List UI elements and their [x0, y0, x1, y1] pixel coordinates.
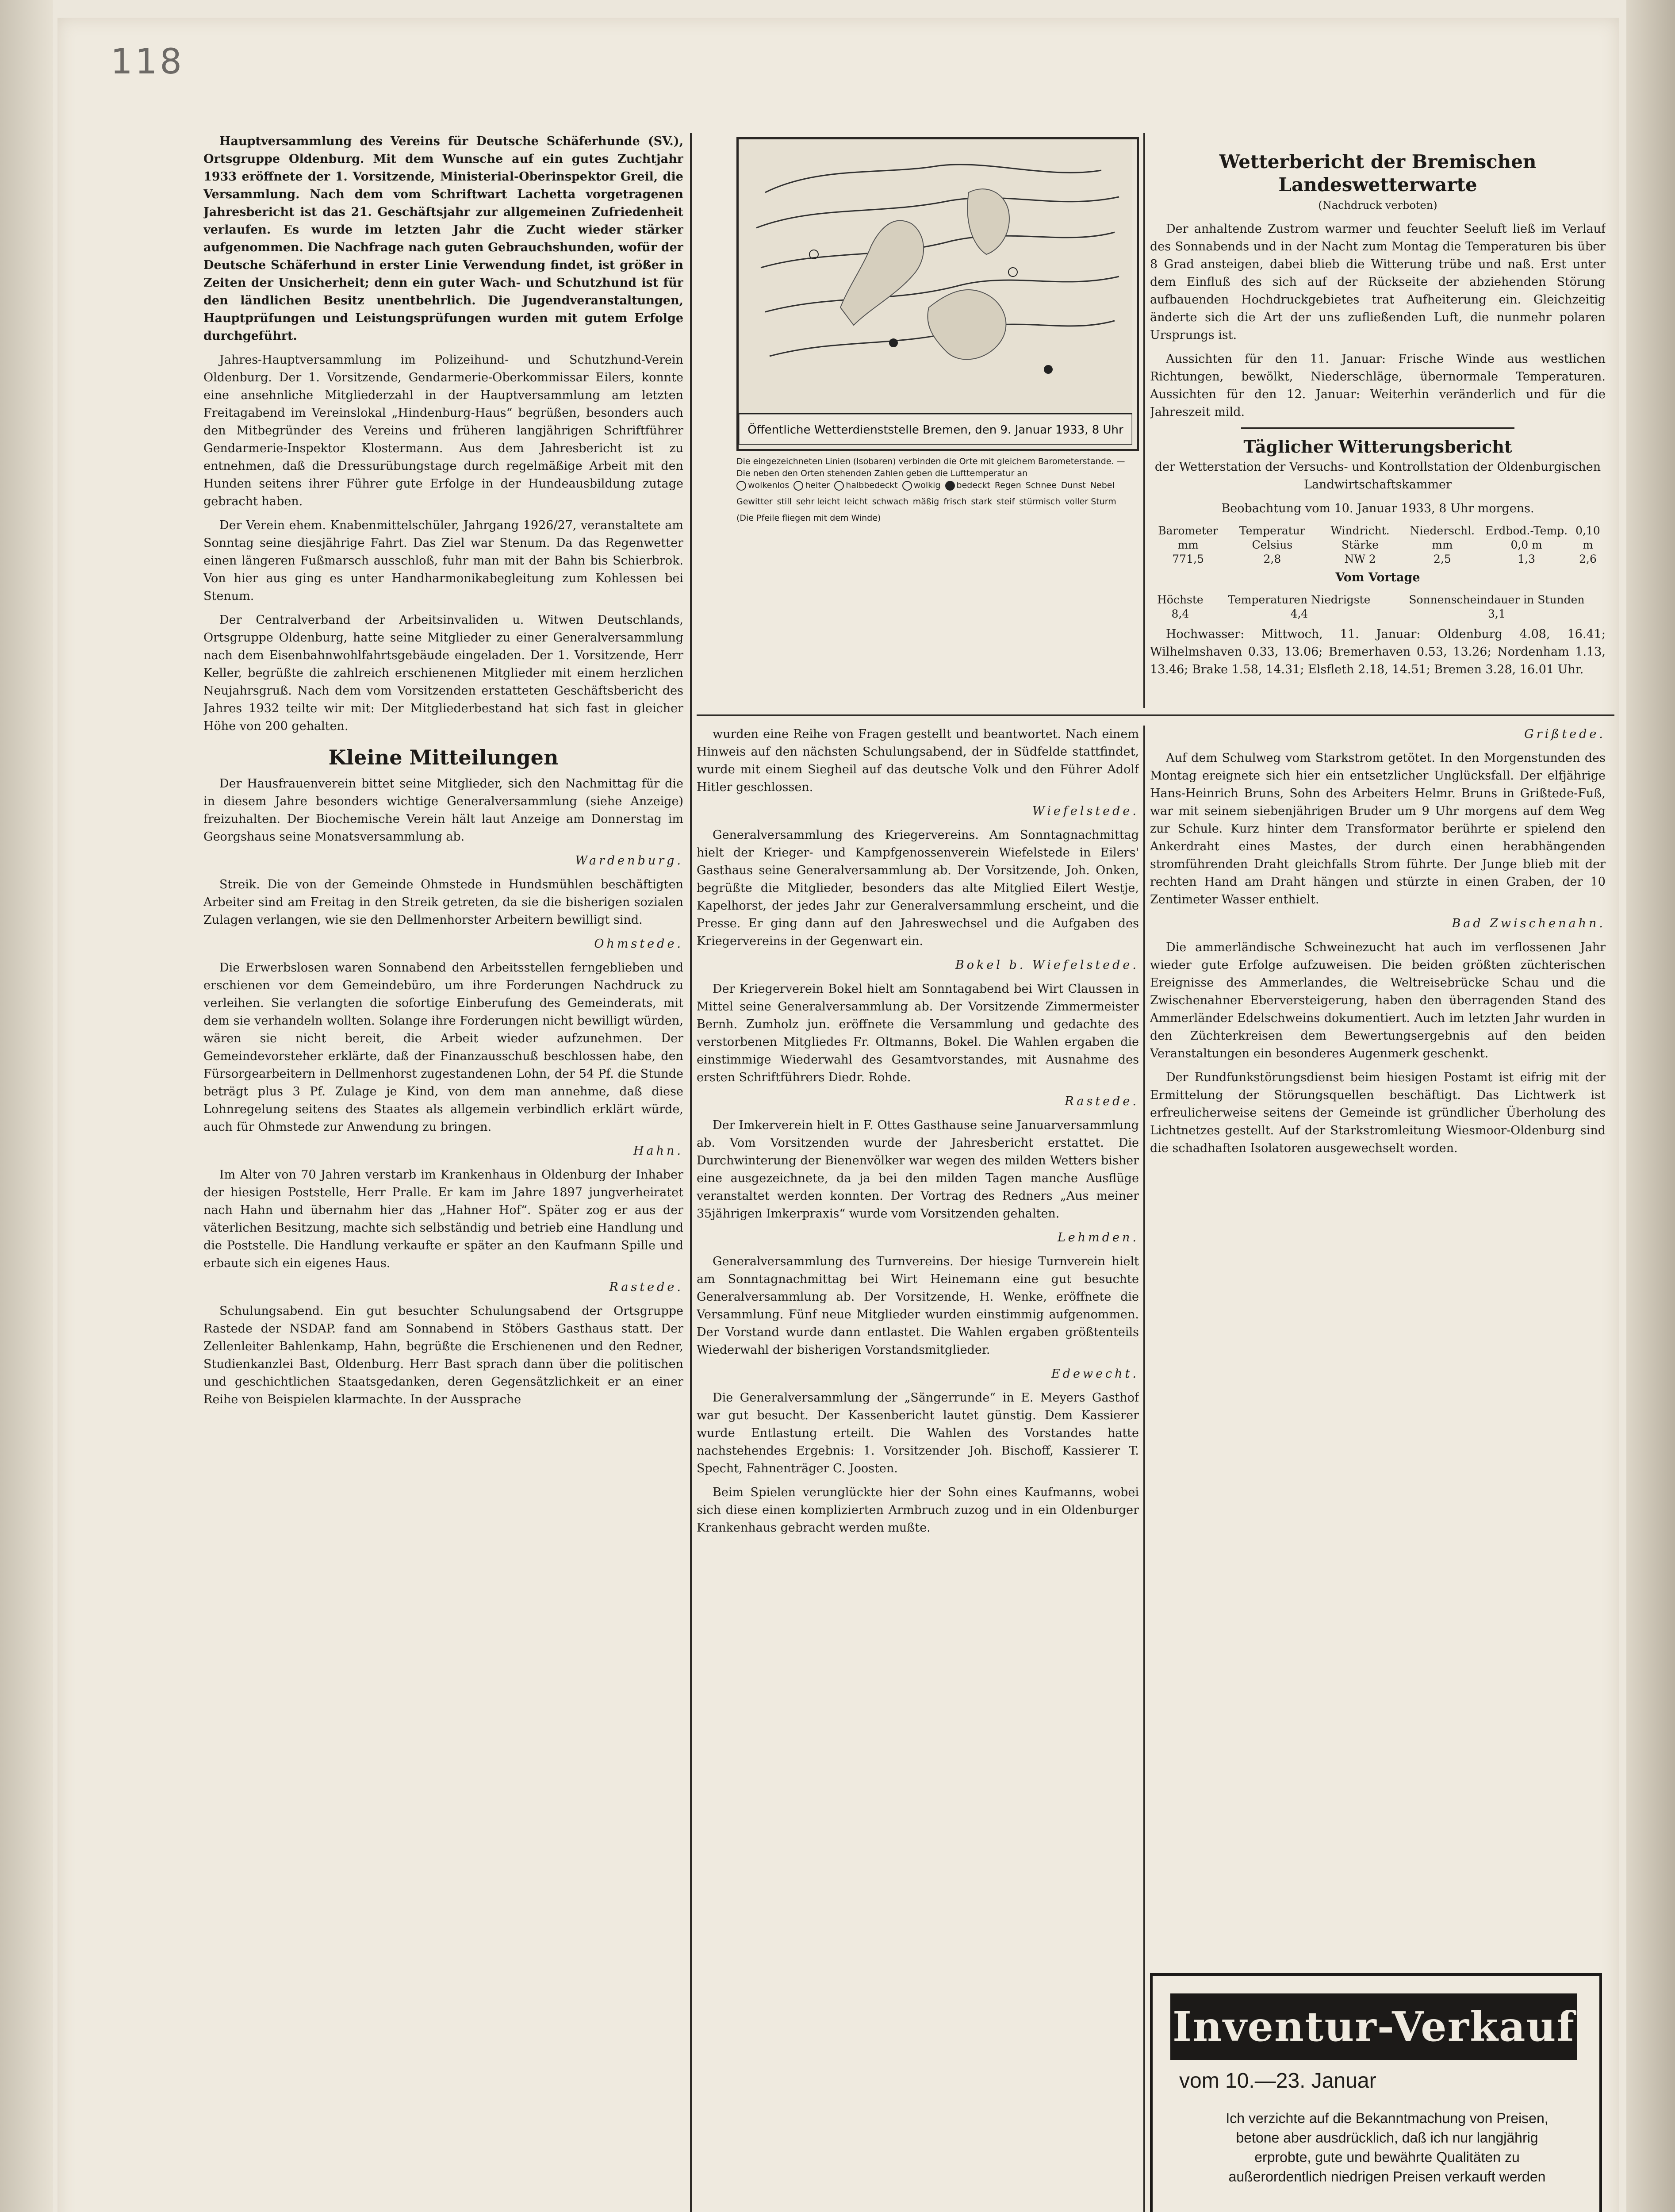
middle-column	[697, 726, 1139, 2212]
daily-report-observation: Beobachtung vom 10. Januar 1933, 8 Uhr morgens.	[1221, 502, 1534, 515]
table-cell: 1,3	[1518, 553, 1536, 565]
article-imkerverein: Der Imkerverein hielt in F. Ottes Gasthause seine Januarversammlung ab. Vom Vorsitzenden wurde der Jahresbericht erstattet. Die Durchwinterung der Bienenvölker war wegen des milden Wetters bisher eine ausgezeichnete, da ja bei den milden Tagen manche Ausflüge veranstaltet werden konnten. Der Vortrag des Redners „Aus meiner 35jährigen Imkerpraxis“ wurde vom Vorsitzenden gehalten.	[697, 1118, 1139, 1221]
table-cell: 2,6	[1579, 553, 1597, 565]
ad-text: Ich verzichte auf die Bekanntmachung von Preisen, betone aber ausdrücklich, daß ich nur langjährig erprobte, gute und bewährte Qualitäten zu außerordentlich niedrigen Preisen verkauft werden	[1226, 2110, 1549, 2185]
article-centralverband: Der Centralverband der Arbeitsinvaliden u. Witwen Deutschlands, Ortsgruppe Oldenburg, hatte seine Mitglieder zu einer Generalversammlung nach dem Eisenbahnwohlfahrtsgebäude eingeladen. Der 1. Vorsitzende, Herr Keller, begrüßte die zahlreich erschienenen Mitglieder mit einem herzlichen Neujahrsgruß. Nach dem vom Vorsitzenden erstatteten Geschäftsbericht des Jahres 1932 teilte wir mit: Der Mitgliederbestand hat sich fast in gleicher Höhe von 200 gehalten.	[203, 613, 683, 733]
legend-item: heiter	[793, 480, 830, 492]
article-polizeihund: Jahres-Hauptversammlung im Polizeihund- und Schutzhund-Verein Oldenburg. Der 1. Vorsitzende, Gendarmerie-Oberkommissar Eilers, konnte eine ansehnliche Mitgliederzahl in der Hauptversammlung am letzten Freitagabend im Vereinslokal „Hindenburg-Haus“ begrüßen, besonders auch den Mitbegründer des Vereins und früheren langjährigen Schriftführer Gendarmerie-Inspektor Klostermann. Aus dem Jahresbericht ist zu entnehmen, daß die Dressurübungstage durch regelmäßige Arbeit mit den Hunden seitens ihrer Führer gute Erfolge in der Hundeausbildung zutage gebracht haben.	[203, 353, 683, 508]
ad-banner: Inventur-Verkauf	[1170, 1993, 1577, 2060]
legend-item: (Die Pfeile fliegen mit dem Winde)	[736, 513, 881, 523]
place-wardenburg: Wardenburg.	[575, 854, 683, 868]
daily-report-table	[1150, 524, 1606, 566]
table-cell: 2,8	[1263, 553, 1281, 565]
place-edewecht: Edewecht.	[1051, 1367, 1139, 1381]
page-number: 118	[111, 42, 184, 82]
hochwasser-text: Hochwasser: Mittwoch, 11. Januar: Oldenburg 4.08, 16.41; Wilhelmshaven 0.33, 13.06; Bremerhaven 0.53, 13.26; Nordenham 1.13, 13.46; Brake 1.58, 14.31; Elsfleth 2.18, 14.51; Bremen 3.28, 16.01 Uhr.	[1150, 627, 1606, 676]
table-cell: 8,4	[1171, 607, 1189, 620]
place-rastede: Rastede.	[609, 1280, 683, 1294]
table-header: Sonnenscheindauer in Stunden	[1409, 593, 1585, 606]
table-header: Temperaturen Niedrigste	[1228, 593, 1371, 606]
column-rule-1	[690, 133, 692, 2212]
table-header: Windricht. Stärke	[1330, 524, 1390, 551]
table-header-row	[1150, 524, 1606, 552]
legend-item: voller Sturm	[1065, 497, 1116, 507]
legend-item: Nebel	[1090, 480, 1115, 490]
legend-item: Gewitter	[736, 497, 773, 507]
weather-report-subtitle: (Nachdruck verboten)	[1318, 199, 1437, 211]
legend-item: Regen	[994, 480, 1021, 490]
right-column	[1150, 726, 1606, 1964]
divider	[1241, 427, 1514, 429]
place-ohmstede: Ohmstede.	[594, 937, 683, 951]
daily-report-subtitle: der Wetterstation der Versuchs- und Kontrollstation der Oldenburgischen Landwirtschaftskammer	[1154, 460, 1601, 492]
article-rundfunk: Der Rundfunkstörungsdienst beim hiesigen Postamt ist eifrig mit der Ermittelung der Störungsquellen beschäftigt. Das Lichtwerk ist erfreulicherweise seitens der Gemeinde ist gründlicher Überholung des Lichtnetzes gestellt. Auf der Starkstromleitung Wiesmoor-Oldenburg sind die schadhaften Isolatoren ausgewechselt worden.	[1150, 1071, 1606, 1155]
article-ohmstede: Die Erwerbslosen waren Sonnabend den Arbeitsstellen ferngeblieben und erschienen vor dem Gemeindebüro, um ihre Forderungen Nachdruck zu verleihen. Sie verlangten die sofortige Einberufung des Gemeinderats, mit dem sie verhandeln wollten. Solange ihre Forderungen nicht bewilligt würden, wären sie nicht bereit, die Arbeit wieder aufzunehmen. Der Gemeindevorsteher erklärte, daß der Finanzausschuß beschlossen habe, den Fürsorgearbeitern in Dellmenhorst zugestandenen Lohn, der 54 Pf. die Stunde beträgt plus 3 Pf. Zulage je Kind, von dem man annehme, daß diese Lohnregelung seitens des Staates als allgemein verbindlich erklärt würde, auch für Ohmstede zur Anwendung zu bringen.	[203, 961, 683, 1134]
table-cell: 771,5	[1172, 553, 1204, 565]
weather-report-outlook: Aussichten für den 11. Januar: Frische Winde aus westlichen Richtungen, bewölkt, Niederschläge, übernormale Temperaturen. Aussichten für den 12. Januar: Weiterhin veränderlich und für die Jahreszeit mild.	[1150, 352, 1606, 419]
weather-map-title: Öffentliche Wetterdienststelle Bremen, den 9. Januar 1933, 8 Uhr	[747, 423, 1123, 437]
table-header: Erdbod.-Temp. 0,0 m	[1485, 524, 1568, 551]
legend-symbol-icon	[736, 481, 746, 491]
article-rastede-schulung: Schulungsabend. Ein gut besuchter Schulungsabend der Ortsgruppe Rastede der NSDAP. fand am Sonnabend in Stöbers Gasthaus statt. Der Zellenleiter Bahlenkamp, Hahn, begrüßte die Erschienenen und den Redner, Studienkanzlei Bast, Oldenburg. Herr Bast sprach dann über die politischen und geschichtlichen Staatsgedanken, deren Gegensätzlichkeit er an einer Reihe von Beispielen klarmachte. In der Aussprache	[203, 1304, 683, 1406]
weather-report-title: Wetterbericht der Bremischen Landeswetterwarte	[1219, 151, 1537, 196]
article-schulung-end: wurden eine Reihe von Fragen gestellt und beantwortet. Nach einem Hinweis auf den nächsten Schulungsabend, der in Südfelde stattfindet, wurde mit einem Siegheil auf das deutsche Volk und den Führer Adolf Hitler geschlossen.	[697, 727, 1139, 794]
article-saengerrunde: Die Generalversammlung der „Sängerrunde“ in E. Meyers Gasthof war gut besucht. Der Kassenbericht lautet günstig. Dem Kassierer wurde Entlastung erteilt. Die Wahlen des Vorstandes hatte nachstehendes Ergebnis: 1. Vorsitzender Joh. Bischoff, Kassierer T. Specht, Fahnenträger C. Joosten.	[697, 1391, 1139, 1475]
ad-dates: vom 10.—23. Januar	[1179, 2069, 1376, 2093]
article-schweinezucht: Die ammerländische Schweinezucht hat auch im verflossenen Jahr wieder gute Erfolge aufzuweisen. Die beiden größten züchterischen Ereignisse des Ammerlandes, die Weltreisebrücke Schau und die Zwischenahner Eberversteigerung, haben den überragenden Stand des Ammerländer Edelschweins dokumentiert. Auch im letzten Jahr wurden in den Züchterkreisen dem Bewertungsergebnis auf den beiden Veranstaltungen ein besonderes Augenmerk geschenkt.	[1150, 941, 1606, 1060]
legend-item: halbbedeckt	[834, 480, 897, 492]
table-cell: 4,4	[1290, 607, 1308, 620]
legend-item: wolkig	[902, 480, 941, 492]
legend-item: mäßig	[912, 497, 939, 507]
column-rule-2	[1143, 133, 1145, 708]
article-kriegerverein-wiefelstede: Generalversammlung des Kriegervereins. Am Sonntagnachmittag hielt der Krieger- und Kampfgenossenverein Wiefelstede in Eilers' Gasthaus seine Generalversammlung ab. Der Vorsitzende, Joh. Onken, begrüßte die Mitglieder, besonders das alte Mitglied Eilert Westje, Kapelhorst, der jedes Jahr zur Generalversammlung erscheint, und die Presse. Er ging dann auf den Jahreswechsel und die Aufgaben des Kriegervereins in der Gegenwart ein.	[697, 828, 1139, 948]
table-header-row	[1150, 593, 1606, 607]
article-schaeferhunde: Hauptversammlung des Vereins für Deutsche Schäferhunde (SV.), Ortsgruppe Oldenburg. Mit dem Wunsche auf ein gutes Zuchtjahr 1933 eröffnete der 1. Vorsitzende, Ministerial-Oberinspektor Greil, die Versammlung. Nach dem vom Schriftwart Lachetta vorgetragenen Jahresbericht ist das 21. Geschäftsjahr zur allgemeinen Zufriedenheit verlaufen. Es wurde im letzten Jahr die Zucht wieder stärker aufgenommen. Die Nachfrage nach guten Gebrauchshunden, wofür der Deutsche Schäferhund in erster Linie Verwendung findet, ist größer in Zeiten der Unsicherheit; denn ein guter Wach- und Schutzhund ist für den ländlichen Besitz unentbehrlich. Die Jugendveranstaltungen, Hauptprüfungen und Leistungsprüfungen wurden mit gutem Erfolge durchgeführt.	[203, 134, 683, 343]
kleine-mitteilungen-heading: Kleine Mitteilungen	[328, 745, 559, 769]
legend-item: leicht	[844, 497, 868, 507]
table-cell: NW 2	[1344, 553, 1376, 565]
weather-map	[736, 137, 1139, 451]
legend-symbol-icon	[793, 481, 803, 491]
page-binding	[0, 0, 53, 2212]
newspaper-page	[57, 18, 1619, 2212]
column-rule-3	[1143, 726, 1145, 2212]
place-rastede-2: Rastede.	[1065, 1094, 1139, 1108]
vortag-table	[1150, 593, 1606, 621]
legend-symbol-icon	[834, 481, 844, 491]
article-knabenmittelschueler: Der Verein ehem. Knabenmittelschüler, Jahrgang 1926/27, veranstaltete am Sonntag seine diesjährige Fahrt. Das Ziel war Stenum. Da das Regenwetter einen längeren Fußmarsch ausschloß, fuhr man mit der Bahn bis Schierbrok. Von hier aus ging es unter Handharmonikabegleitung zum Kohlessen bei Stenum.	[203, 518, 683, 603]
vortag-heading: Vom Vortage	[1335, 571, 1420, 584]
article-unfall: Beim Spielen verunglückte hier der Sohn eines Kaufmanns, wobei sich diese einen komplizierten Armbruch zuzog und in ein Oldenburger Krankenhaus gebracht werden mußte.	[697, 1486, 1139, 1535]
table-cell: 2,5	[1434, 553, 1451, 565]
table-row	[1150, 552, 1606, 566]
place-wiefelstede: Wiefelstede.	[1032, 804, 1139, 818]
article-kriegerverein-bokel: Der Kriegerverein Bokel hielt am Sonntagabend bei Wirt Claussen in Mittel seine Generalversammlung ab. Der Vorsitzende Zimmermeister Bernh. Zumholz jun. eröffnete die Versammlung und gedachte des verstorbenen Mitgliedes Fr. Oltmanns, Bokel. Die Wahlen ergaben die einstimmige Wiederwahl des Gesamtvorstandes, mit Ausnahme des ersten Schriftführers Diedr. Rohde.	[697, 982, 1139, 1084]
legend-item: stürmisch	[1019, 497, 1061, 507]
article-turnverein: Generalversammlung des Turnvereins. Der hiesige Turnverein hielt am Sonntagnachmittag bei Wirt Heinemann eine gut besuchte Generalversammlung ab. Der Vorsitzende, H. Wenke, eröffnete die Versammlung. Fünf neue Mitglieder wurden einstimmig aufgenommen. Der Vorstand wurde dann entlastet. Die Wahlen ergaben größtenteils Wiederwahl der bisherigen Vorstandsmitglieder.	[697, 1255, 1139, 1357]
table-cell: 3,1	[1488, 607, 1506, 620]
article-hahn: Im Alter von 70 Jahren verstarb im Krankenhaus in Oldenburg der Inhaber der hiesigen Poststelle, Herr Pralle. Er kam im Jahre 1897 jungverheiratet nach Hahn und übernahm hier das „Hahner Hof“. Später zog er aus der väterlichen Besitzung, machte sich selbständig und betrieb eine Handlung und die Poststelle. Die Handlung verkaufte er später an den Kaufmann Spille und erbaute sich ein eigenes Haus.	[203, 1168, 683, 1270]
place-bokel: Bokel b. Wiefelstede.	[955, 958, 1139, 972]
table-header: Temperatur Celsius	[1239, 524, 1305, 551]
table-header: Niederschl. mm	[1410, 524, 1475, 551]
legend-item: still	[777, 497, 792, 507]
weather-map-caption	[736, 456, 1139, 524]
legend-item: stark	[971, 497, 993, 507]
legend-symbol-icon	[945, 481, 955, 491]
table-header: 0,10 m	[1575, 524, 1600, 551]
page-edge	[1626, 0, 1675, 2212]
legend-item: schwach	[872, 497, 908, 507]
legend-item: wolkenlos	[736, 480, 789, 492]
legend-item: sehr leicht	[796, 497, 840, 507]
table-header: Barometer mm	[1158, 524, 1218, 551]
article-wardenburg: Streik. Die von der Gemeinde Ohmstede in Hundsmühlen beschäftigten Arbeiter sind am Freitag in den Streik getreten, da sie die bisherigen sozialen Zulagen verlangen, wie sie den Dellmenhorster Arbeitern bewilligt sind.	[203, 878, 683, 927]
weather-map-drawing	[739, 139, 1132, 445]
weather-report-text: Der anhaltende Zustrom warmer und feuchter Seeluft ließ im Verlauf des Sonnabends und in der Nacht zum Montag die Temperaturen bis über 8 Grad ansteigen, dabei blieb die Witterung trübe und naß. Erst unter dem Einfluß des sich auf der Rückseite der abziehenden Störung aufbauenden Hochdruckgebietes trat Aufheiterung ein. Gleichzeitig änderte sich die Art der uns zufließenden Luft, die nunmehr polaren Ursprungs ist.	[1150, 222, 1606, 342]
weather-report	[1150, 150, 1606, 708]
legend-item: bedeckt	[945, 480, 990, 492]
article-starkstrom: Auf dem Schulweg vom Starkstrom getötet. In den Morgenstunden des Montag ereignete sich hier ein entsetzlicher Unglücksfall. Der elfjährige Hans-Heinrich Bruns, Sohn des Arbeiters Helmr. Bruns in Grißtede-Fuß, war mit seinem siebenjährigen Bruder um 9 Uhr morgens auf dem Weg zur Schule. Kurz hinter dem Transformator berührte er spielend den Ankerdraht eines Mastes, der durch einen herabhängenden stromführenden Draht gleichfalls Strom führte. Der Junge blieb mit der rechten Hand am Draht hängen und stürzte in einen Graben, der 10 Zentimeter Wasser enthielt.	[1150, 751, 1606, 906]
legend-symbol-icon	[902, 481, 912, 491]
place-hahn: Hahn.	[633, 1144, 683, 1158]
table-header: Höchste	[1157, 593, 1204, 606]
legend-item: Schnee	[1025, 480, 1057, 490]
map-legend	[736, 480, 1139, 524]
place-bad-zwischenahn: Bad Zwischenahn.	[1452, 917, 1606, 930]
table-row	[1150, 607, 1606, 621]
legend-item: Dunst	[1061, 480, 1086, 490]
legend-item: steif	[997, 497, 1015, 507]
place-lehmden: Lehmden.	[1057, 1231, 1139, 1244]
advertisement	[1150, 1973, 1602, 2212]
map-caption-text: Die eingezeichneten Linien (Isobaren) verbinden die Orte mit gleichem Barometerstande. — Die neben den Orten stehenden Zahlen geben die Lufttemperatur an	[736, 457, 1125, 478]
daily-report-title: Täglicher Witterungsbericht	[1243, 437, 1512, 457]
kleine-mitteilungen-text: Der Hausfrauenverein bittet seine Mitglieder, sich den Nachmittag für die in diesem Jahre besonders wichtige Generalversammlung (siehe Anzeige) freizuhalten. Der Biochemische Verein hält laut Anzeige am Donnerstag im Georgshaus seine Monatsversammlung ab.	[203, 777, 683, 844]
place-grisstede: Grißtede.	[1524, 727, 1606, 741]
left-column	[203, 133, 683, 2212]
legend-item: frisch	[943, 497, 967, 507]
section-rule	[697, 714, 1614, 716]
